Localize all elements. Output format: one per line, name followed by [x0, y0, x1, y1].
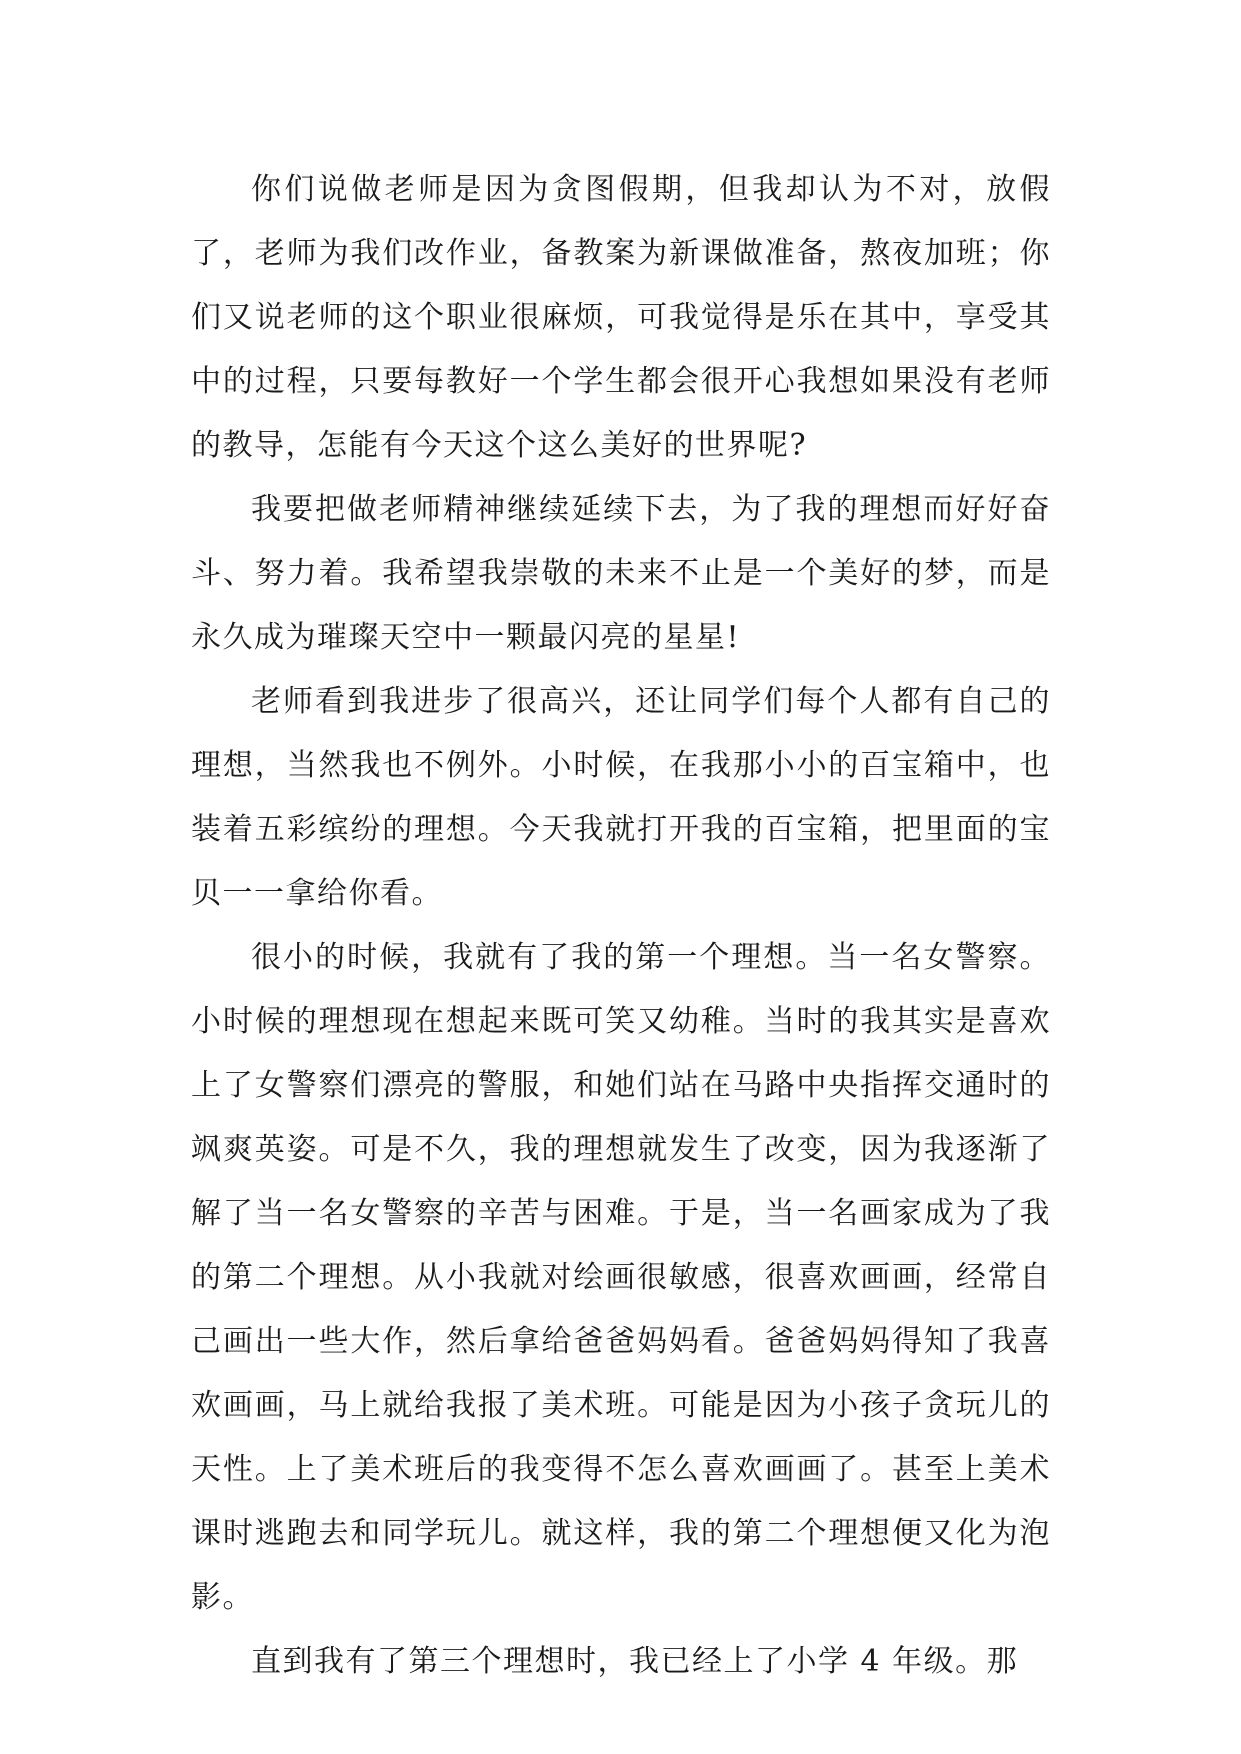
paragraph-1: 你们说做老师是因为贪图假期，但我却认为不对，放假了，老师为我们改作业，备教案为新课做准备，熬夜加班；你们又说老师的这个职业很麻烦，可我觉得是乐在其中，享受其中的过程，只要每教好一个学生都会很开心我想如果没有老师的教导，怎能有今天这个这么美好的世界呢?	[191, 172, 1051, 463]
paragraph-5: 直到我有了第三个理想时，我已经上了小学 4 年级。那	[251, 1644, 1019, 1679]
document-body	[191, 158, 1051, 1694]
paragraph-2: 我要把做老师精神继续延续下去，为了我的理想而好好奋斗、努力着。我希望我崇敬的未来不止是一个美好的梦，而是永久成为璀璨天空中一颗最闪亮的星星!	[191, 492, 1051, 655]
paragraph-4: 很小的时候，我就有了我的第一个理想。当一名女警察。小时候的理想现在想起来既可笑又幼稚。当时的我其实是喜欢上了女警察们漂亮的警服，和她们站在马路中央指挥交通时的飒爽英姿。可是不久，我的理想就发生了改变，因为我逐渐了解了当一名女警察的辛苦与困难。于是，当一名画家成为了我的第二个理想。从小我就对绘画很敏感，很喜欢画画，经常自己画出一些大作，然后拿给爸爸妈妈看。爸爸妈妈得知了我喜欢画画，马上就给我报了美术班。可能是因为小孩子贪玩儿的天性。上了美术班后的我变得不怎么喜欢画画了。甚至上美术课时逃跑去和同学玩儿。就这样，我的第二个理想便又化为泡影。	[191, 940, 1051, 1615]
paragraph-3: 老师看到我进步了很高兴，还让同学们每个人都有自己的理想，当然我也不例外。小时候，在我那小小的百宝箱中，也装着五彩缤纷的理想。今天我就打开我的百宝箱，把里面的宝贝一一拿给你看。	[191, 684, 1051, 911]
